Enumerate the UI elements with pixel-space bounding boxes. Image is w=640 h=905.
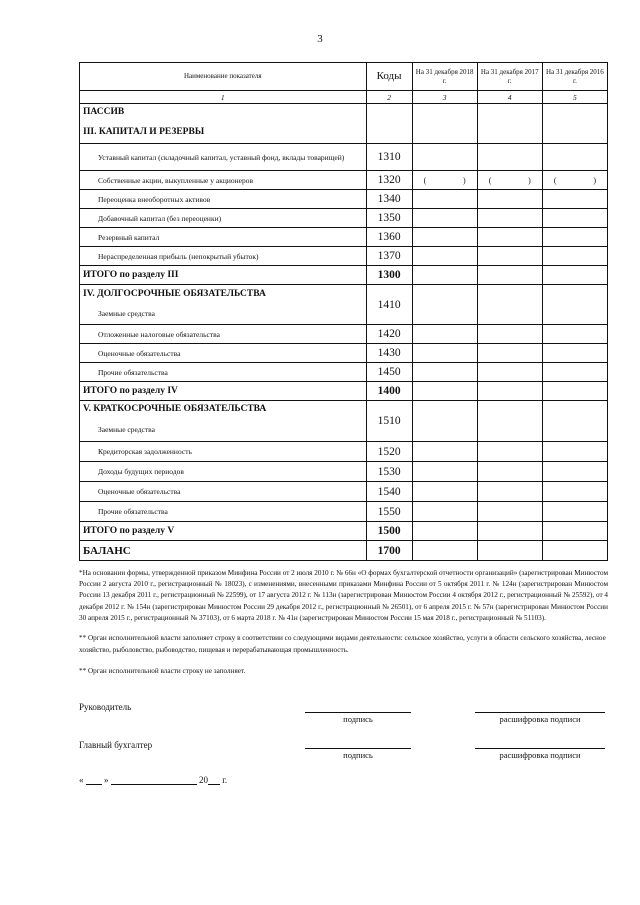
head-label: Руководитель [79,702,132,712]
header-codes: Коды [366,63,412,91]
total-row [80,522,608,541]
table-row [80,442,608,462]
row-label: Заемные средства [80,304,367,325]
column-number: 1 [80,91,367,104]
value-2017: ( ) [477,171,542,190]
row-code: 1530 [366,462,412,482]
row-code: 1320 [366,171,412,190]
passiv-title: ПАССИВ [80,104,367,121]
row-code: 1410 [366,285,412,325]
footnote-text: *На основании формы, утвержденной приказом Минфина России от 2 июля 2010 г. № 66н «О формах бухгалтерской отчетности организаций» (зарегистрирован Минюстом России 2 августа 2010 г., регистрационный № 18023), с изменениями, внесенными приказами Минфина России от 5 октября 2011 г. № 124н (зарегистрирован Минюстом России 13 декабря 2011 г., регистрационный № 22599), от 17 августа 2012 г. № 113н (зарегистрирован Минюстом России 4 октября 2012 г., регистрационный № 25592), от 4 декабря 2012 г. № 154н (зарегистрирован Минюстом России 29 декабря 2012 г., регистрационный № 26501), от 6 апреля 2015 г. № 57н (зарегистрирован Минюстом России 30 апреля 2015 г., регистрационный № 37103), от 6 марта 2018 г. № 41н (зарегистрирован Минюстом России 15 мая 2018 г., регистрационный № 51103). [79,569,608,622]
year-prefix: 20 [199,775,208,785]
passiv-row [80,104,608,121]
accountant-name-line[interactable] [475,748,605,749]
row-label: Оценочные обязательства [80,344,367,363]
accountant-label: Главный бухгалтер [79,740,153,750]
table-row [80,325,608,344]
row-label: Доходы будущих периодов [80,462,367,482]
row-code: 1450 [366,363,412,382]
total-code: 1300 [366,266,412,285]
row-code: 1520 [366,442,412,462]
footnote-activity: ** Орган исполнительной власти заполняет строку в соответствии со следующими видами деятельности: сельское хозяйство, услуги в области сельского хозяйства, лесное хозяйство, рыболовство, рыбоводство, пищевая и перерабатывающая промышленность. [79,634,606,654]
balance-table [79,62,608,561]
head-signature-line[interactable] [305,712,411,713]
section-heading-row [80,401,608,418]
row-label: Кредиторская задолженность [80,442,367,462]
row-label: Прочие обязательства [80,502,367,522]
value-2016: ( ) [542,171,607,190]
row-label: Прочие обязательства [80,363,367,382]
row-code: 1540 [366,482,412,502]
page-number: 3 [317,33,323,45]
table-row [80,247,608,266]
row-label: Оценочные обязательства [80,482,367,502]
row-label: Уставный капитал (складочный капитал, уставный фонд, вклады товарищей) [80,144,367,171]
value-2018: ( ) [412,171,477,190]
table-row [80,144,608,171]
column-number: 4 [477,91,542,104]
table-row [80,363,608,382]
date-close-quote: » [104,775,109,785]
total-label: ИТОГО по разделу V [80,522,367,541]
date-open-quote: « [79,775,84,785]
row-code: 1420 [366,325,412,344]
table-row [80,209,608,228]
row-code: 1310 [366,144,412,171]
row-code: 1510 [366,401,412,442]
row-code: 1430 [366,344,412,363]
table-row [80,228,608,247]
row-code: 1340 [366,190,412,209]
section-4-title: IV. ДОЛГОСРОЧНЫЕ ОБЯЗАТЕЛЬСТВА [80,285,367,304]
section-heading-row [80,285,608,304]
decode-caption: расшифровка подписи [499,750,581,760]
balance-code: 1700 [366,541,412,561]
header-2016: На 31 декабря 2016 г. [542,63,607,91]
decode-caption: расшифровка подписи [499,714,581,724]
row-label: Резервный капитал [80,228,367,247]
day-field[interactable] [86,774,102,785]
header-2017: На 31 декабря 2017 г. [477,63,542,91]
table-row [80,482,608,502]
column-number: 5 [542,91,607,104]
total-code: 1400 [366,382,412,401]
footnote-source [79,568,608,624]
table-row [80,190,608,209]
total-code: 1500 [366,522,412,541]
row-code: 1350 [366,209,412,228]
row-label: Нераспределенная прибыль (непокрытый убыток) [80,247,367,266]
balance-row [80,541,608,561]
total-row [80,382,608,401]
table-row [80,344,608,363]
row-label: Переоценка внеоборотных активов [80,190,367,209]
row-label: Заемные средства [80,418,367,442]
row-label: Добавочный капитал (без переоценки) [80,209,367,228]
year-suffix: г. [222,775,228,785]
column-number-row [80,91,608,104]
table-row [80,462,608,482]
row-label: Отложенные налоговые обязательства [80,325,367,344]
table-header-row [80,63,608,91]
column-number: 2 [366,91,412,104]
table-row [80,171,608,190]
accountant-signature-line[interactable] [305,748,411,749]
section-5-title: V. КРАТКОСРОЧНЫЕ ОБЯЗАТЕЛЬСТВА [80,401,367,418]
section-3-title: III. КАПИТАЛ И РЕЗЕРВЫ [80,121,367,144]
total-label: ИТОГО по разделу III [80,266,367,285]
row-code: 1360 [366,228,412,247]
column-number: 3 [412,91,477,104]
row-code: 1370 [366,247,412,266]
row-code: 1550 [366,502,412,522]
total-label: ИТОГО по разделу IV [80,382,367,401]
head-name-line[interactable] [475,712,605,713]
balance-label: БАЛАНС [80,541,367,561]
month-field[interactable] [111,774,197,785]
row-label: Собственные акции, выкупленные у акционеров [80,171,367,190]
header-2018: На 31 декабря 2018 г. [412,63,477,91]
total-row [80,266,608,285]
signature-caption: подпись [343,714,373,724]
year-field[interactable] [208,774,220,785]
table-row [80,502,608,522]
header-name: Наименование показателя [80,63,367,91]
date-line [79,774,227,785]
signature-caption: подпись [343,750,373,760]
footnote-blank: ** Орган исполнительной власти строку не заполняет. [79,667,246,675]
